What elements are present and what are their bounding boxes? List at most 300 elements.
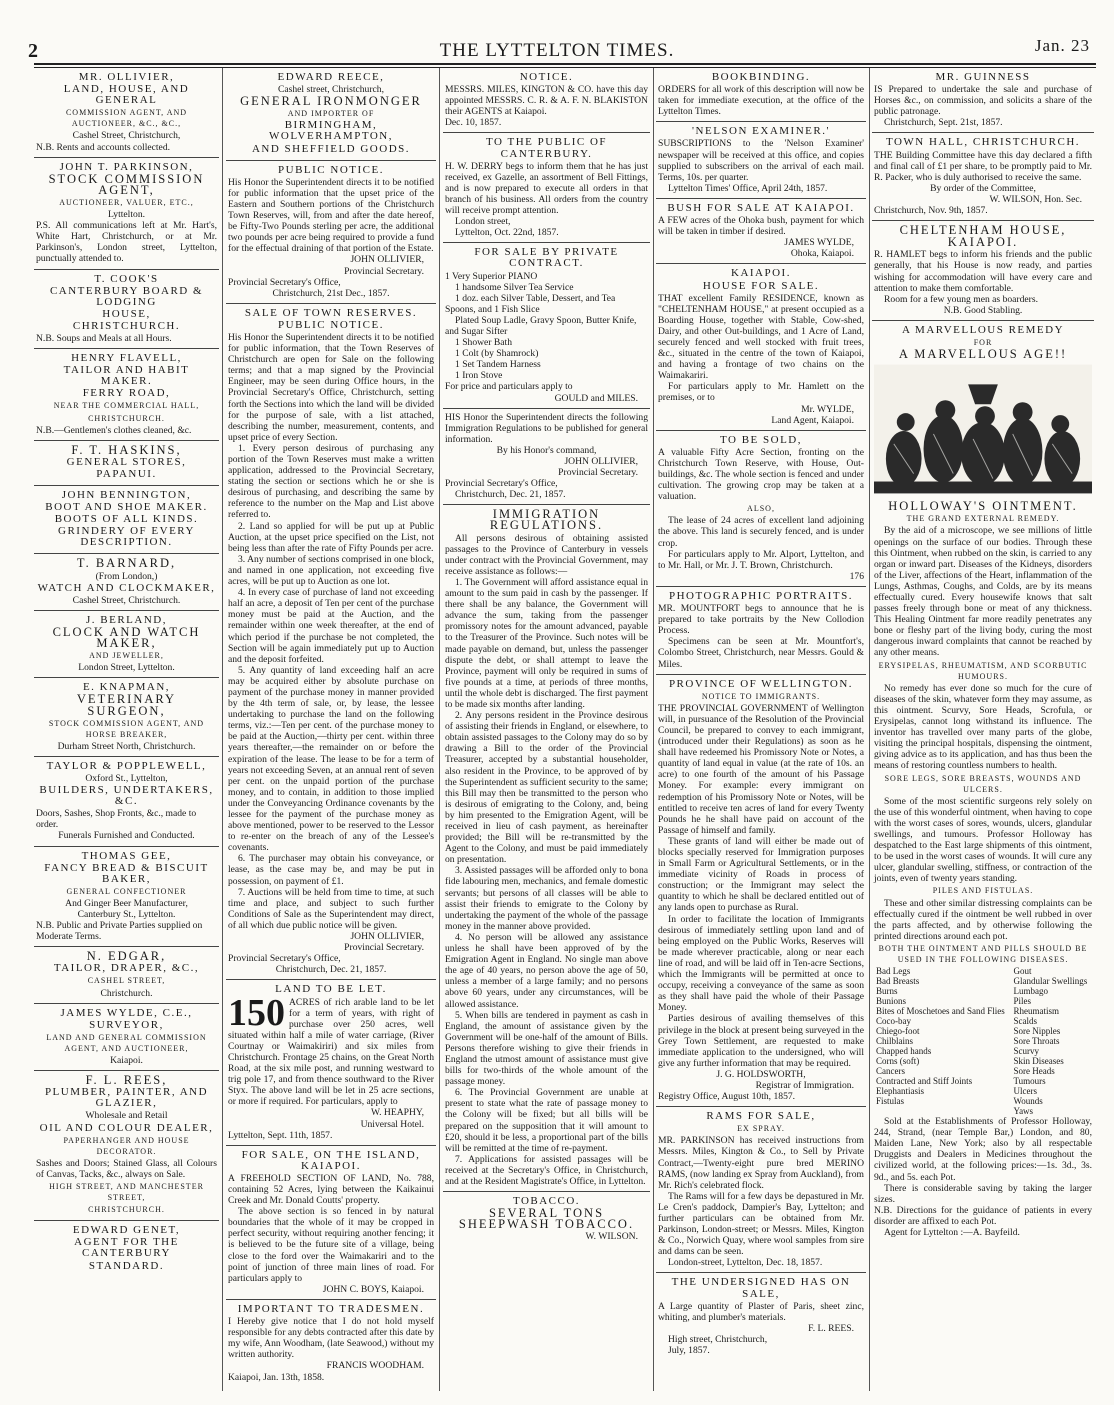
regulation-paragraph: 6. The Provincial Government are unable at present to state what the rate of passage money to the Colony will be fixed; but all bills will be prepared on the supposition that it will amount to £20, should it be less, a proportional part of the bills will be remitted at the time of re-payment.: [445, 1087, 648, 1154]
ad-body: The Rams will for a few days be depastured in Mr. Le Cren's paddock, Dampier's Bay, Lyttelton; and further particulars can be obtained from Mr. Parkinson, London-street; or Messrs. Miles, Kington & Co., Norwich Quay, where wool samples from sire and dams can be seen.: [658, 1190, 864, 1258]
disease-item: Chilblains: [876, 1036, 914, 1047]
sale-item: Plated Soup Ladle, Gravy Spoon, Butter Knife, and Sugar Sifter: [445, 314, 637, 337]
regulation-paragraph: 2. Any persons resident in the Province desirous of assisting their friends in England, or elsewhere, to obtain assisted passages to the Colony may do so by drawing a Bill to the order of the Provincial Treasurer, accepted by a substantial householder, also resident in the Province, to be approved of by the Superintendent as sufficient security to the same; this Bill may then be transmitted to the person who is desirous of emigrating to the Colony, and, being by him presented to the Emigration Agent, will be received in lieu of cash payment, as hereinafter provided; the Bill will be re-transmitted by the Agent to the Colony, and must be paid immediately on presentation.: [445, 710, 648, 866]
ad-holloway: [872, 321, 1094, 1242]
notice-date: Christchurch, Dec. 21, 1857.: [455, 489, 566, 501]
notice-public: [226, 161, 436, 304]
ad-line: CASHEL STREET,: [87, 976, 166, 986]
notice-paragraph: In order to facilitate the location of Immigrants desirous of immediately settling upon land and of being employed on the Public Works, Reserves will be made wherever practicable, along or near each line of road, and will be laid off in Ten-acre Sections, which the Immigrants will be permitted at once to occupy, receiving a conveyance of the same as soon as they shall have paid the whole of their Passage Money.: [658, 913, 864, 1014]
notice-paragraph: Parties desirous of availing themselves of this privilege in the block at present being surveyed in the Grey Town Settlement, are requested to make immediate application to the undersigned, who will give any further information that may be required.: [658, 1013, 864, 1069]
ad-island-sale: [226, 1146, 436, 1300]
ad-line: Durham Street North, Christchurch.: [57, 740, 196, 752]
sale-item: 1 handsome Silver Tea Service: [455, 281, 574, 293]
disease-item: Fistulas: [876, 1096, 905, 1107]
ad-name: N. EDGAR,: [86, 949, 167, 964]
ad-body: ACRES of rich arable land to be let for a term of years, with right of purchase over 250 acres, well situated within half a mile of water carriage, (River Courtnay or Waimakiriri) and six miles from Christchurch. Frontage 25 chains, on the Great North Road, at the six mile post, and running westward to trig pole 17, and from thence southward to the River Styx. The above land will be let in 25 acre sections, or more if required. For particulars, apply to: [228, 996, 434, 1108]
disease-item: Burns: [876, 986, 898, 997]
disease-item: Cancers: [876, 1066, 905, 1077]
ad-body: H. W. DERRY begs to inform them that he has just received, ex Gazelle, an assortment of Bell Fittings, and is now prepared to execute all orders in that branch of his business. All orders from the country will receive prompt attention.: [445, 160, 648, 217]
ad-line: OIL AND COLOUR DEALER,: [39, 1121, 214, 1134]
ad-place: High street, Christchurch,: [668, 1333, 768, 1345]
disease-item: Coco-bay: [876, 1016, 911, 1027]
ad-heading: KAIAPOI.: [731, 267, 791, 280]
ad-subheading: EX SPRAY.: [737, 1124, 785, 1134]
ad-line: GRINDERY OF EVERY DESCRIPTION.: [58, 525, 195, 549]
newspaper-title: THE LYTTELTON TIMES.: [439, 40, 675, 61]
regulation-paragraph: 4. No person will be allowed any assistance unless he shall have been approved of by the Emigration Agent in England. No single man above the age of 40 years, no person above the age of 50, unless a member of a large family; and no persons above 60 years, under any circumstances, will be allowed assistance.: [445, 931, 648, 1010]
ad-house-for-sale: [656, 264, 866, 430]
ad-footer: For particulars apply to Mr. Alport, Lyttelton, and to Mr. Hall, or Mr. J. T. Brown, Christchurch.: [658, 548, 864, 571]
notice-body: His Honor the Superintendent directs it to be notified for public information, that the Town Reserves of Christchurch are open for Sale on the following terms; and that a map signed by the Provincial Engineer, may be seen during Office hours, in the Provincial Secretary's Office, Christchurch, setting forth the Sections into which the land will be divided for the purpose of sale, with a list attached, describing the number, measurement, contents, and upset price of every Section.: [228, 331, 434, 443]
disease-item: Glandular Swellings: [1013, 976, 1088, 987]
disease-item: Bad Legs: [876, 966, 911, 977]
ad-barnard: [34, 554, 219, 610]
sale-item: 1 Set Tandem Harness: [455, 359, 541, 371]
ad-guinness: [872, 68, 1094, 133]
ad-body: No remedy has ever done so much for the cure of diseases of the skin, whatever form they may assume, as this ointment. Scurvy, Sore Heads, Scrofula, or Erysipelas, cannot long withstand its influence. The inventor has travelled over many parts of the globe, visiting the principal hospitals, dispensing the ointment, giving advice as to its application, and has thus been the means of restoring countless numbers to health.: [874, 682, 1092, 772]
ad-cheltenham: [872, 221, 1094, 321]
ad-edgar: [34, 947, 219, 1003]
diseases-table: [874, 966, 1092, 1116]
ad-signature-title: Universal Hotel.: [360, 1118, 424, 1130]
issue-date: Jan. 23: [1034, 36, 1090, 55]
ad-body: Some of the most scientific surgeons rely solely on the use of this wonderful ointment, when having to cope with the worst cases of sores, wounds, ulcers, glandular swellings, and tumours. Professor Holloway has despatched to the East large shipments of this ointment, to be used in the worst cases of wounds. It will cure any ulcer, glandular swelling, stiffness, or contraction of the joints, even of twenty years standing.: [874, 795, 1092, 885]
ad-haskins: [34, 441, 219, 486]
column-5: [872, 68, 1094, 1391]
notice-command: By his Honor's command,: [496, 444, 597, 456]
disease-item: Corns (soft): [876, 1056, 920, 1067]
ad-date: July, 1857.: [668, 1345, 710, 1357]
ad-land-to-let: [226, 980, 436, 1145]
notice-signature-title: Provincial Secretary.: [344, 942, 424, 954]
notice-place: Provincial Secretary's Office,: [228, 276, 341, 288]
ad-subheading: HOUSE FOR SALE.: [702, 279, 820, 292]
ad-note: N.B. Soups and Meals at all Hours.: [36, 332, 172, 344]
ad-signature: W. WILSON, Hon. Sec.: [989, 193, 1082, 205]
disease-item: Sore Heads: [1013, 1066, 1055, 1077]
ad-heading: 'NELSON EXAMINER.': [692, 125, 830, 138]
ad-footer: For price and particulars apply to: [445, 381, 573, 393]
ad-line: Lyttelton.: [107, 209, 146, 221]
ad-heading: TOBACCO.: [512, 1195, 581, 1208]
notice-place: Provincial Secretary's Office,: [445, 478, 558, 490]
ad-note: N.B. Directions for the guidance of patients in every disorder are affixed to each Pot.: [874, 1204, 1092, 1227]
ad-line: BOOTS OF ALL KINDS.: [54, 513, 199, 526]
ad-body: SEVERAL TONS SHEEPWASH TOBACCO.: [458, 1206, 635, 1232]
sale-item: 1 doz. each Silver Table, Dessert, and Tea Spoons, and 1 Fish Slice: [445, 292, 616, 315]
ad-line: Cashel Street, Christchurch,: [72, 130, 181, 142]
notice-heading: PROVINCE OF WELLINGTON.: [668, 677, 854, 690]
ad-line: HOUSE,: [102, 307, 151, 320]
column-divider: [653, 68, 654, 1391]
disease-item: Lumbago: [1013, 986, 1048, 997]
disease-item: Bad Breasts: [876, 976, 920, 987]
ad-line: HIGH STREET, AND MANCHESTER STREET,: [49, 1181, 204, 1203]
notice-paragraph: 5. Any quantity of land exceeding half an acre may be acquired either by absolute purchase on payment of the purchase money in manner provided by the 4th term of sale, or, by lease, the lessee undertaking to purchase the land on the following terms, viz.:—Ten per cent. of the purchase money to be paid at the Auction,—thirty per cent. within three years thereafter,—the remainder on or before the expiration of the lease. The lease to be for a term of years not exceeding Seven, at an annual rent of seven per cent. on the unpaid portion of the purchase money, and to contain, in addition to those implied under the Conveyancing Ordinance covenants by the lessee for the payment of the purchase money as above mentioned, power to be reserved to the Lessor to re-enter on the breach of any of the Lessee's covenants.: [228, 664, 434, 854]
disease-item: Chapped hands: [876, 1046, 932, 1057]
ad-heading-for: FOR: [973, 337, 993, 347]
ad-line: CLOCK AND WATCH MAKER,: [52, 624, 201, 651]
ad-body: MR. MOUNTFORT begs to announce that he is prepared to take portraits by the New Collodion Process.: [658, 603, 864, 637]
ad-line: TAILOR, DRAPER, &C.,: [53, 962, 200, 975]
ad-heading: NOTICE.: [519, 71, 574, 83]
ad-note: N.B. Rents and accounts collected.: [36, 141, 171, 153]
immigration-regulations: [443, 505, 650, 1192]
ad-heading: BUSH FOR SALE AT KAIAPOI.: [667, 201, 855, 214]
notice-signature: JOHN OLLIVIER,: [350, 254, 424, 266]
ad-signature: W. WILSON.: [585, 1231, 638, 1243]
ad-also: ALSO,: [747, 504, 775, 514]
disease-item: Chiego-foot: [876, 1026, 920, 1037]
product-title: HOLLOWAY'S OINTMENT.: [888, 499, 1078, 514]
ad-line: London Street, Lyttelton.: [78, 662, 175, 674]
section-heading: PILES AND FISTULAS.: [932, 886, 1034, 896]
disease-item: Skin Diseases: [1013, 1056, 1064, 1067]
disease-item: Piles: [1013, 996, 1031, 1007]
notice-body: THE PROVINCIAL GOVERNMENT of Wellington will, in pursuance of the Resolution of the Provincial Council, be prepared to convey to each immigrant, (introduced under their Regulations) as soon as he shall have redeemed his Promissory Note or Notes, a quantity of land equal in value (at the rate of 10s. an acre) to one fourth of the amount of his Passage Money. For example: every immigrant on redemption of his Promissory Note or Notes, will be entitled to receive ten acres of land for every Twenty Pounds he he shall have paid on account of the Passage of himself and family.: [658, 702, 864, 836]
ad-body: ORDERS for all work of this description will now be taken for immediate execution, at the office of the Lyttelton Times.: [658, 84, 864, 118]
ad-nelson-examiner: [656, 122, 866, 199]
ad-town-hall: [872, 133, 1094, 221]
ad-line: Christchurch.: [100, 987, 153, 999]
notice-heading: SALE OF TOWN RESERVES.: [244, 306, 418, 319]
column-2: [226, 68, 436, 1391]
column-divider: [222, 68, 223, 1391]
ad-subheading: KAIAPOI.: [947, 235, 1019, 250]
ad-body: IS Prepared to undertake the sale and purchase of Horses &c., on commission, and solicits a share of the public patronage.: [874, 84, 1092, 118]
regulation-paragraph: 3. Assisted passages will be afforded only to bona fide labouring men, mechanics, and female domestic servants; but persons of all classes will be able to assist their friends to emigrate to the Colony by undertaking the payment of the whole of the passage money in the manner above provided.: [445, 865, 648, 932]
notice-immigration: [443, 409, 650, 506]
ad-bush: [656, 199, 866, 264]
notice-signature-title: Provincial Secretary.: [558, 467, 638, 479]
ad-heading: FOR SALE BY PRIVATE CONTRACT.: [474, 246, 619, 270]
ad-line: Funerals Furnished and Conducted.: [58, 830, 195, 842]
notice-town-reserves: [226, 304, 436, 981]
ad-plaster: [656, 1273, 866, 1360]
column-4: [656, 68, 866, 1391]
ad-rees: [34, 1071, 219, 1221]
ad-date: Christchurch, Sept. 21st, 1857.: [884, 117, 1003, 129]
ad-body: The above section is so fenced in by natural boundaries that the whole of it may be cropped in perfect security, without requiring another fencing; it is believed to be the future site of a village, being close to the ford over the Waimakariri and to the point of junction of three main lines of road. For particulars apply to: [228, 1206, 434, 1284]
ad-line: PAPERHANGER AND HOUSE DECORATOR.: [63, 1135, 190, 1156]
ad-piano: [443, 243, 650, 408]
ad-command: By order of the Committee,: [930, 182, 1036, 194]
ad-taylor: [34, 757, 219, 847]
ad-line: LAND, HOUSE, AND GENERAL: [63, 83, 190, 107]
ad-name: E. KNAPMAN,: [82, 681, 171, 694]
disease-item: Yaws: [1013, 1106, 1034, 1117]
notice-paragraph: 2. Land so applied for will be put up at Public Auction, at the upset price specified on the List, not being less than after the rate of Fifty Pounds per acre.: [228, 520, 434, 554]
ad-name: TAYLOR & POPPLEWELL,: [46, 759, 207, 772]
regulations-heading: IMMIGRATION REGULATIONS.: [489, 507, 604, 533]
notice-signature: J. G. HOLDSWORTH,: [716, 1068, 806, 1080]
ad-bennington: [34, 486, 219, 554]
ad-line: STOCK COMMISSION AGENT,: [48, 171, 205, 197]
notice-subheading: NOTICE TO IMMIGRANTS.: [701, 691, 821, 701]
ad-name: THOMAS GEE,: [81, 849, 172, 862]
ad-line: BUILDERS, UNDERTAKERS, &C.: [39, 784, 214, 808]
masthead: [0, 0, 1114, 62]
ad-body: By the aid of a microscope, we see millions of little openings on the surface of our bodies. Through these this Ointment, when rubbed on the skin, is carried to any organ or inward part. Diseases of the Kidneys, disorders of the Liver, affections of the Heart, inflammation of the Lungs, Asthmas, Coughs, and Colds, are by its means effectually cured. Every housewife knows that salt passes freely through bone or meat of any thickness. This Healing Ointment far more readily penetrates any bone or fleshy part of the living body, curing the most dangerous inward complaints that cannot be reached by any other means.: [874, 525, 1092, 659]
section-heading: SORE LEGS, SORE BREASTS, WOUNDS AND ULCERS.: [884, 773, 1082, 794]
ad-body: MESSRS. MILES, KINGTON & CO. have this day appointed MESSRS. C. R. & A. F. N. BLAKISTON their AGENTS at Kaiapoi.: [445, 84, 648, 118]
section-heading: BOTH THE OINTMENT AND PILLS SHOULD BE USED IN THE FOLLOWING DISEASES.: [878, 943, 1088, 964]
ad-name: EDWARD REECE,: [277, 71, 385, 83]
ad-date: Dec. 10, 1857.: [445, 117, 502, 129]
ad-signature: Mr. WYLDE,: [801, 403, 854, 415]
ad-heading: PHOTOGRAPHIC PORTRAITS.: [669, 589, 853, 602]
ad-name: T. BARNARD,: [76, 556, 177, 571]
ad-place: London street,: [455, 216, 511, 228]
regulation-paragraph: 1. The Government will afford assistance equal in amount to the sum paid in cash by the passenger. If there shall be any balance, the Government will advance the sum, taking from the passenger promissory notes for the amount advanced, payable to the Treasurer of the Province. Such notes will be made payable on demand, but, unless the passenger dispute the debt, or shall attempt to leave the Province, payment will only be required in sums of five pounds at a time, at periods of three months, until the whole debt is discharged. The first payment to be made six months after landing.: [445, 576, 648, 710]
ad-line: Cashel street, Christchurch,: [277, 84, 385, 96]
notice-paragraph: 7. Auctions will be held from time to time, at such time and place, and subject to such further Conditions of Sale as the Superintendent may direct, of all which due public notice will be given.: [228, 886, 434, 931]
ad-body: Room for a few young men as boarders.: [884, 293, 1038, 305]
ad-line: AUCTIONEER, VALUER, ETC.,: [59, 197, 194, 207]
ad-line: BIRMINGHAM, WOLVERHAMPTON,: [269, 119, 393, 143]
ad-number: 176: [849, 570, 864, 582]
ad-line: FANCY BREAD & BISCUIT BAKER,: [44, 861, 209, 885]
notice-heading: PUBLIC NOTICE.: [278, 163, 384, 176]
ad-flavell: [34, 349, 219, 441]
disease-item: Wounds: [1013, 1096, 1043, 1107]
sale-item: 1 Shower Bath: [455, 337, 513, 349]
ad-name: JOHN T. PARKINSON,: [59, 160, 194, 173]
ad-heading: TO BE SOLD,: [720, 433, 802, 446]
ad-line: COMMISSION AGENT, AND AUCTIONEER, &C., &C.,: [65, 108, 188, 129]
ad-body: MR. PARKINSON has received instructions from Messrs. Miles, Kington & Co., to Sell by Private Contract,—Twenty-eight pure bred MERINO RAMS, (now landing ex Spray from Auckland), from Mr. Rich's celebrated flock.: [658, 1135, 864, 1191]
ad-name: T. COOK'S: [94, 272, 159, 285]
ad-footer: For particulars apply to Mr. Hamlett on the premises, or to: [658, 381, 864, 404]
ad-line: STOCK COMMISSION AGENT, AND HORSE BREAKER,: [48, 718, 205, 739]
product-subtitle: THE GRAND EXTERNAL REMEDY.: [906, 514, 1060, 524]
ad-ollivier: [34, 68, 219, 158]
ad-body: These and other similar distressing complaints can be effectually cured if the ointment be well rubbed in over the parts affected, and by otherwise following the printed directions around each pot.: [874, 897, 1092, 942]
sale-item: 1 Iron Stove: [455, 370, 503, 382]
notice-wellington: [656, 675, 866, 1108]
ad-heading: TOWN HALL, CHRISTCHURCH.: [885, 136, 1081, 149]
ad-tobacco: [443, 1192, 650, 1246]
ad-genet: [34, 1221, 219, 1276]
ad-note: N.B. Good Stabling.: [943, 304, 1023, 316]
notice-signature: JOHN OLLIVIER,: [350, 931, 424, 943]
disease-item: Sore Throats: [1013, 1036, 1060, 1047]
ad-line: Doors, Sashes, Shop Fronts, &c., made to order.: [36, 808, 197, 831]
notice-signature: JOHN OLLIVIER,: [564, 456, 638, 467]
notice-paragraph: These grants of land will either be made out of blocks specially reserved for Immigration purposes in Small Farm or Agricultural Settlements, or in the immediate vicinity of Roads in process of construction; or the Immigrant may select the quantity to which he shall be declared entitled out of any lands open to purchase as Rural.: [658, 835, 864, 914]
notice-signature-title: Registrar of Immigration.: [755, 1079, 854, 1091]
ad-name: JAMES WYLDE, C.E.,: [60, 1006, 193, 1019]
column-3: [443, 68, 650, 1391]
ad-line: (From London,): [95, 570, 158, 582]
ad-heading: MR. GUINNESS: [935, 71, 1031, 83]
ad-line: CHRISTCHURCH.: [88, 1205, 165, 1215]
ad-name: EDWARD GENET,: [72, 1224, 181, 1237]
ad-name: J. BERLAND,: [86, 613, 167, 626]
ad-line: Canterbury St., Lyttelton.: [77, 909, 176, 920]
disease-item: Scurvy: [1013, 1046, 1039, 1057]
ad-line: AND IMPORTER OF: [287, 109, 375, 119]
section-heading: ERYSIPELAS, RHEUMATISM, AND SCORBUTIC HUMOURS.: [878, 660, 1088, 681]
ad-heading: CHELTENHAM HOUSE,: [899, 223, 1067, 238]
ad-line: CANTERBURY BOARD & LODGING: [49, 284, 204, 308]
ad-date: Christchurch, Nov. 9th, 1857.: [874, 205, 988, 217]
ad-line: PAPANUI.: [96, 467, 157, 480]
notice-paragraph: 3. Any number of sections comprised in one block, and named in one application, not exceeding five acres, will be put up to Auction as one lot.: [228, 553, 434, 588]
ad-line: AGENT FOR THE CANTERBURY: [74, 1236, 179, 1260]
ad-line: AND JEWELLER,: [89, 651, 164, 661]
ad-date: Lyttelton, Oct. 22nd, 1857.: [455, 227, 559, 239]
ad-signature: JAMES WYLDE,: [784, 237, 854, 249]
regulation-paragraph: 5. When bills are tendered in payment as cash in England, the amount of assistance given by the Government will be one-half of the amount of Bills. Persons therefore wishing to give their friends in England the utmost amount of assistance must give bills for two-thirds of the whole amount of the passage money.: [445, 1009, 648, 1088]
ad-heading: A MARVELLOUS REMEDY: [901, 323, 1065, 336]
disease-item: Scalds: [1013, 1016, 1037, 1027]
ad-photographic: [656, 587, 866, 675]
ad-bookbinding: [656, 68, 866, 122]
ad-cook: [34, 270, 219, 350]
ad-wylde: [34, 1004, 219, 1071]
ad-line: LAND AND GENERAL COMMISSION AGENT, AND AUCTIONEER,: [46, 1032, 207, 1053]
ad-gee: [34, 847, 219, 948]
ad-signature: F. L. REES.: [808, 1322, 854, 1334]
ad-note: N.B. Public and Private Parties supplied on Moderate Terms.: [36, 920, 203, 943]
ad-name: MR. OLLIVIER,: [78, 71, 175, 83]
ad-line: WATCH AND CLOCKMAKER,: [37, 581, 216, 594]
ad-body: A valuable Fifty Acre Section, fronting on the Christchurch Town Reserve, with House, Out-buildings, &c. The whole section is fenced and under cultivation. The growing crop may be taken at a valuation.: [658, 446, 864, 503]
disease-item: Contracted and Stiff Joints: [876, 1076, 973, 1087]
ad-date: Lyttelton, Sept. 11th, 1857.: [228, 1129, 333, 1141]
ad-body: Sold at the Establishments of Professor Holloway, 244, Strand, (near Temple Bar,) London, and 80, Maiden Lane, New York; also by all respectable Druggists and Dealers in Medicines throughout the civilized world, at the following prices:—1s. 3d., 3s. 9d., and 5s. each Pot.: [874, 1116, 1092, 1183]
notice-date: Registry Office, August 10th, 1857.: [658, 1091, 796, 1103]
ad-body: A FEW acres of the Ohoka bush, payment for which will be taken in timber if desired.: [658, 215, 864, 238]
regulation-paragraph: 7. Applications for assisted passages will be received at the Secretary's Office, in Christchurch, and at the Resident Magistrate's Office, in Lyttelton.: [445, 1153, 648, 1187]
ad-line: Wholesale and Retail: [85, 1110, 168, 1122]
engraving-illustration: [874, 364, 1092, 494]
ad-line: TAILOR AND HABIT MAKER.: [63, 364, 190, 388]
ad-derry: [443, 133, 650, 243]
page-number: 2: [28, 40, 38, 62]
sale-item: 1 Very Superior PIANO: [445, 270, 538, 282]
ad-reece: [226, 68, 436, 161]
ad-body: THE Building Committee have this day declared a fifth and final call of £1 per share, to be promptly paid to Mr. R. Packer, who is duly authorised to receive the same.: [874, 149, 1092, 183]
ad-line: STANDARD.: [88, 1259, 165, 1272]
ad-signature-title: Land Agent, Kaiapoi.: [771, 414, 854, 426]
ad-line: FERRY ROAD,: [82, 387, 171, 400]
notice-subheading: PUBLIC NOTICE.: [278, 318, 384, 331]
ad-line: GENERAL STORES,: [66, 455, 187, 468]
disease-item: Rheumatism: [1013, 1006, 1059, 1017]
disease-item: Elephantiasis: [876, 1086, 924, 1097]
ad-agent: Agent for Lyttelton :—A. Bayfeild.: [884, 1227, 1020, 1239]
ad-date: Kaiapoi, Jan. 13th, 1858.: [228, 1371, 325, 1383]
ad-line: Sashes and Doors; Stained Glass, all Colours of Canvas, Tacks, &c., always on Sale.: [36, 1157, 217, 1180]
notice-body: His Honor the Superintendent directs it to be notified for public information that the upset price of the Eastern and Southern portions of the Christchurch Town Reserves, will, from and after the date hereof, be Fifty-Two Pounds sterling per acre, the additional two pounds per acre being required to provide a fund for the effectual draining of that portion of the Estate.: [228, 176, 434, 255]
ad-notice-blakiston: [443, 68, 650, 133]
ad-line: VETERINARY SURGEON,: [76, 692, 177, 718]
ad-body: The lease of 24 acres of excellent land adjoining the above. This land is securely fenced, and is under crop.: [658, 515, 864, 549]
ad-parkinson: [34, 158, 219, 270]
ad-berland: [34, 611, 219, 678]
ad-heading: A MARVELLOUS AGE!!: [898, 347, 1068, 362]
ad-line: NEAR THE COMMERCIAL HALL,: [53, 401, 200, 411]
ad-body: A Large quantity of Plaster of Paris, sheet zinc, whiting, and plumber's materials.: [658, 1300, 864, 1323]
ad-heading: LAND TO BE LET.: [275, 983, 387, 996]
disease-item: Ulcers: [1013, 1086, 1037, 1097]
ad-body: SUBSCRIPTIONS to the 'Nelson Examiner' newspaper will be received at this office, and copies supplied to subscribers on the arrival of each mail. Terms, 10s. per quarter.: [658, 138, 864, 183]
ad-body: I Hereby give notice that I do not hold myself responsible for any debts contracted after this date by my wife, Ann Woodham, (late Seawood,) without my written authority.: [228, 1316, 434, 1361]
ad-line: GENERAL IRONMONGER: [240, 94, 422, 109]
ad-line: AND SHEFFIELD GOODS.: [251, 142, 411, 155]
ad-date: London-street, Lyttelton, Dec. 18, 1857.: [668, 1257, 823, 1269]
notice-signature-title: Provincial Secretary.: [344, 265, 424, 277]
ad-date: Lyttelton Times' Office, April 24th, 1857.: [668, 182, 828, 194]
ad-line: Kaiapoi.: [110, 1055, 143, 1067]
ad-signature-place: Ohoka, Kaiapoi.: [790, 248, 854, 260]
ad-heading: TO THE PUBLIC OF CANTERBURY.: [485, 136, 608, 160]
notice-date: Christchurch, 21st Dec., 1857.: [272, 287, 390, 299]
notice-place: Provincial Secretary's Office,: [228, 953, 341, 965]
ad-name: HENRY FLAVELL,: [71, 352, 182, 365]
ad-tradesmen: [226, 1300, 436, 1387]
disease-item: Tumours: [1013, 1076, 1046, 1087]
ad-line: And Ginger Beer Manufacturer,: [65, 897, 188, 909]
ad-body: Specimens can be seen at Mr. Mountfort's, Colombo Street, Christchurch, near Messrs. Gould & Miles.: [658, 636, 864, 670]
ad-line: Cashel Street, Christchurch.: [72, 594, 181, 606]
disease-item: Sore Nipples: [1013, 1026, 1061, 1037]
notice-paragraph: 6. The purchaser may obtain his conveyance, or lease, as the case may be, and may be put in possession, on payment of £1.: [228, 853, 434, 887]
disease-item: Bunions: [876, 996, 907, 1007]
ad-line: CHRISTCHURCH.: [72, 319, 181, 332]
ad-name: JOHN BENNINGTON,: [61, 489, 192, 501]
column-divider: [869, 68, 870, 1391]
ad-line: Oxford St., Lyttelton,: [85, 772, 168, 784]
ad-name: F. L. REES,: [85, 1073, 168, 1088]
ad-signature: FRANCIS WOODHAM.: [326, 1360, 424, 1372]
ad-line: SURVEYOR,: [89, 1018, 164, 1031]
ad-name: F. T. HASKINS,: [71, 442, 182, 457]
column-divider: [439, 68, 440, 1391]
ad-line: CHRISTCHURCH.: [88, 413, 165, 423]
regulations-intro: All persons desirous of obtaining assisted passages to the Province of Canterbury in vessels under contract with the Provincial Government, may receive assistance as follows:—: [445, 532, 648, 577]
ad-heading: RAMS FOR SALE,: [706, 1110, 816, 1123]
disease-item: Gout: [1013, 966, 1032, 977]
ad-body: A FREEHOLD SECTION OF LAND, No. 788, containing 52 Acres, lying between the Kaikainui Creek and Mr. Donald Coutts' property.: [228, 1172, 434, 1207]
ad-note: N.B.—Gentlemen's clothes cleaned, &c.: [36, 424, 192, 436]
notice-paragraph: 1. Every person desirous of purchasing any portion of the Town Reserves must make a written application, addressed to the Provincial Secretary, stating the section or sections which he or she is desirous of purchasing, and describing the same by reference to the number on the Map and List above referred to.: [228, 442, 434, 521]
notice-body: HIS Honor the Superintendent directs the following Immigration Regulations to be published for general information.: [445, 411, 648, 445]
ad-to-be-sold: [656, 431, 866, 587]
ad-heading: BOOKBINDING.: [711, 71, 811, 83]
ad-line: BOOT AND SHOE MAKER.: [45, 501, 208, 514]
ad-knapman: [34, 678, 219, 757]
ad-signature: JOHN C. BOYS, Kaiapoi.: [322, 1283, 424, 1295]
sale-item: 1 Colt (by Shamrock): [455, 348, 539, 360]
ad-line: PLUMBER, PAINTER, AND GLAZIER,: [44, 1086, 209, 1110]
ad-heading: THE UNDERSIGNED HAS ON SALE,: [671, 1276, 851, 1300]
ad-rams: [656, 1107, 866, 1273]
ad-body: There is considerable saving by taking the larger sizes.: [874, 1182, 1092, 1205]
ad-heading: IMPORTANT TO TRADESMEN.: [237, 1302, 425, 1315]
ad-signature: W. HEAPHY,: [370, 1107, 424, 1119]
ad-acres-number: 150: [228, 991, 285, 1034]
ad-note: P.S. All communications left at Mr. Hart's, White Hart, Christchurch, or at Mr. Parkinson's, London street, Lyttelton, punctually attended to.: [36, 220, 217, 265]
disease-item: Bites of Moschetoes and Sand Flies: [876, 1006, 1005, 1017]
ad-signature: GOULD and MILES.: [554, 392, 638, 404]
ad-line: GENERAL CONFECTIONER: [66, 886, 187, 896]
notice-paragraph: 4. In every case of purchase of land not exceeding half an acre, a deposit of Ten per cent of the purchase money must be paid at the Auction, and the remainder within one week thereafter, at the end of which period if the purchase be not completed, the Section will be again immediately put up to Auction and the deposit forfeited.: [228, 587, 434, 665]
ad-body: THAT excellent Family RESIDENCE, known as "CHELTENHAM HOUSE," at present occupied as a Boarding House, together with Stable, Cow-shed, Dairy, and other Out-buildings, and 1 Acre of Land, securely fenced and well stocked with fruit trees, &c., situated in the centre of the town of Kaiapoi, and having a frontage of two chains on the Waimakariri.: [658, 292, 864, 382]
ad-body: R. HAMLET begs to inform his friends and the public generally, that his House is now ready, and parties wishing for accommodation will have every care and attention to make them comfortable.: [874, 249, 1092, 294]
